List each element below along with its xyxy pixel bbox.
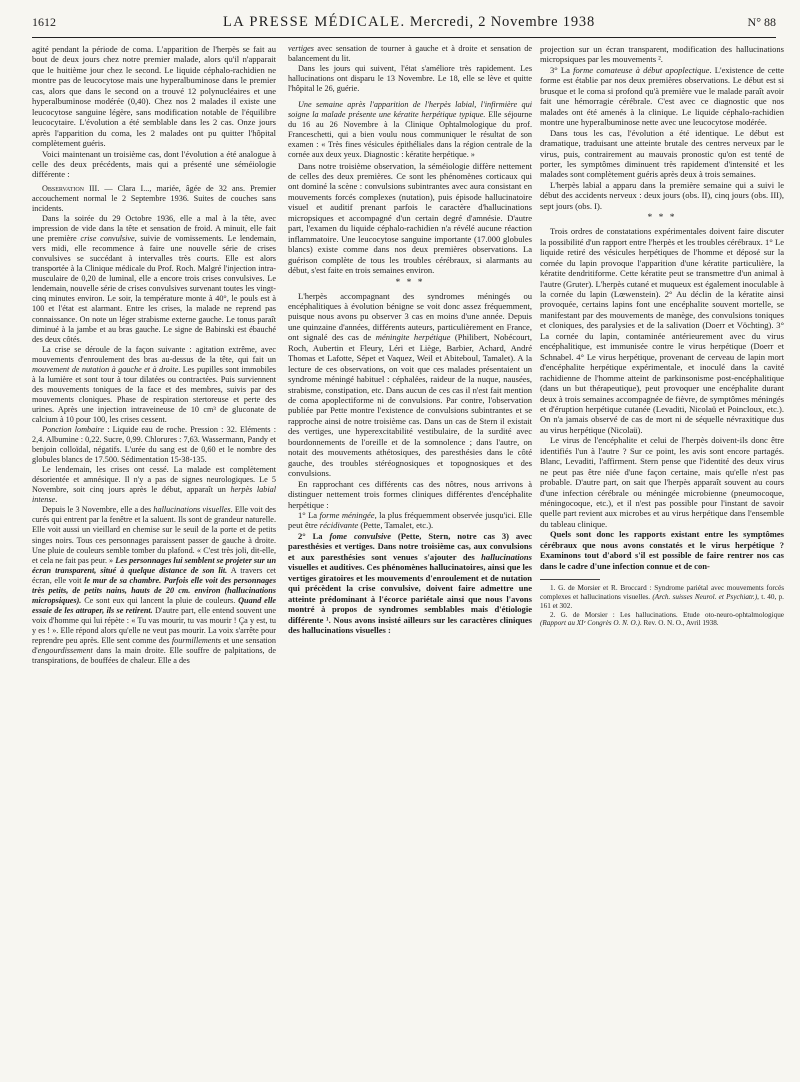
text-run: forme comateuse à début apoplectique (573, 64, 710, 75)
text-run: 1. G. de Morsier et R. Broccard : Syndrome pariétal avec mouvements forcés complexes et hallucinations visuelles. (540, 584, 784, 601)
text-run: D'autre part, elle entend souvent une voix d'homme qui lui répète : « Tu vas mourir, tu vas mourir ! Ça y est, tu y es ! ». Elle répond alors qu'elle ne veut pas mourir. La voix s'arrête pour reprendre peu après. Elle sent comme des (32, 605, 276, 645)
observation-paragraph (32, 184, 276, 214)
text-run: dans la main droite. Elle souffre de palpitations, de transpirations, de bouffées de chaleur. Elle a des (32, 646, 276, 666)
text-run: La crise se déroule de la façon suivante : agitation extrême, avec mouvements d'enroulement des bras au-dessus de la tête, qui fait un (32, 344, 276, 364)
text-run: mouvement de nutation à gauche et à droite (32, 364, 179, 374)
paragraph: En rapprochant ces différents cas des nôtres, nous arrivons à distinguer nettement trois formes cliniques différentes d'encéphalite herpétique : (288, 478, 532, 510)
page-header (32, 14, 776, 36)
footnote-rule (540, 579, 600, 580)
paragraph (32, 425, 276, 465)
text-run: hallucinations (481, 551, 532, 562)
paragraph (32, 505, 276, 666)
text-run: (Pette, Tamalet, etc.). (358, 520, 434, 531)
text-run: avec sensation de tourner à gauche et à droite et sensation de balancement du lit. (288, 44, 532, 64)
text-run: : Liquide eau de roche. Pression : 32. Eléments : 2,4. Albumine : 0,22. Sucre, 0,99. Chlorures : 7,63. Wassermann, Pandy et benjoin colloïdal, négatifs. L'urée du sang est de 0,60 et le nombre des globules blancs de 17.500. Sédimentation 15-38-135. (32, 425, 276, 465)
paragraph (288, 291, 532, 479)
text-run: , la plus fréquemment observée jusqu'ici. Elle peut être (288, 510, 532, 531)
header-rule (32, 37, 776, 38)
text-run: (Philibert, Nobécourt, Roch, Aubertin et Fleury, Léri et Liège, Barbier, Achard, André Thomas et Lafotte, Sépet et Vaquez, Weil et Abiteboul, Tamalet). A la lecture de ces observations, on voit que ces malades présentaient un syndrome méningé habituel : céphalées, raideur de la nuque, nausées, strabisme, constipation, etc. Dans aucun de ces cas il n'est fait mention de coma apoplectiforme ni de convulsions. Par contre, l'observation publiée par Pette montre l'existence de convulsions subintrantes et se rapproche ainsi de notre troisième cas. Dans un cas de Stern il existait des vertiges, une hyperexcitabilité vestibulaire, de la surdité avec bourdonnements de l'oreille et de la somnolence ; dans l'autre, on notait des mouvements athétosiques, des paresthésies dans le côté gauche, des troubles stéréognosiques et topognosiques et des convulsions. (288, 332, 532, 479)
text-run: 2. G. de Morsier : Les hallucinations. Etude oto-neuro-ophtalmologique (550, 610, 784, 619)
paragraph (288, 510, 532, 531)
observation-label: Observation III. (42, 183, 100, 193)
paragraph: Le virus de l'encéphalite et celui de l'herpès doivent-ils donc être identifiés l'un à l'autre ? Sur ce point, les avis sont encore partagés. Blanc, Levaditi, l'affirment. Stern pense que l'identité des deux virus ne peut pas être niée d'une façon certaine, mais qu'elle n'est pas probable. D'autre part, on sait que l'herpès apparaît souvent au cours d'une infection cérébrale ou méningée microbienne (pneumocoque, méningocoque, etc.), et il n'est pas possible pour l'instant de savoir quelle part revient aux microbes et au virus herpétique dans l'ensemble du tableau clinique. (540, 435, 784, 529)
paragraph: Dans les jours qui suivent, l'état s'améliore très rapidement. Les hallucinations ont disparu le 13 Novembre. Le 18, elle se lève et quitte l'hôpital le 26, guérie. (288, 64, 532, 94)
text-run: Dans la soirée du 29 Octobre 1936, elle a mal à la tête, avec impression de vide dans la tête et sensation de froid. A minuit, elle fait une première (32, 214, 276, 244)
paragraph (32, 465, 276, 505)
footnote-1 (540, 584, 784, 610)
text-run: Depuis le 3 Novembre, elle a des (42, 505, 154, 515)
text-run: fourmillements (171, 636, 221, 645)
paragraph: Dans tous les cas, l'évolution a été identique. Le début est dramatique, traduisant une atteinte brutale des centres nerveux par le virus, puis, contrairement au mauvais pronostic qu'on est tenté de porter, les symptômes diminuent très rapidement d'intensité et les malades sont complètement guéris après deux à trois semaines. (540, 127, 784, 180)
text-run: 3° La (550, 64, 574, 75)
text-column-3 (540, 44, 784, 1078)
text-run: Le lendemain, les crises ont cessé. La malade est complètement désorientée et amnésique. Il n'y a pas de signes neurologiques. Le 5 Novembre, soit cinq jours après le début, apparaît un (32, 465, 276, 495)
text-run: Quand elle essaie de les attraper, ils se retirent. (32, 595, 276, 615)
issue-date: Mercredi, 2 Novembre 1938 (409, 14, 596, 30)
observation-text: — Clara I..., mariée, âgée de 32 ans. Premier accouchement normal le 2 Septembre 1936. Suites de couches sans incidents. (32, 183, 276, 213)
paragraph (288, 100, 532, 160)
issue-number: N° 88 (747, 15, 776, 29)
journal-name: LA PRESSE MÉDICALE. (222, 14, 406, 30)
text-run: 2° La (298, 530, 330, 541)
paragraph: agité pendant la période de coma. L'apparition de l'herpès se fait au bout de deux jours chez notre premier malade, alors qu'il n'apparait que le huitième jour chez le second. Le liquide céphalo-rachidien ne montre pas de leucocytose mais une hyperalbuminose dans le premier cas, alors que dans le second on a trouvé 12 polynucléaires et une hyperalbuminose modérée (0,40). Chez nos 2 malades il existe une leucocytose sanguine légère, sans modification notable de l'équilibre leucocytaire. L'évolution a été semblable dans les 2 cas. Onze jours après l'apparition du coma, les 2 malades ont pu quitter l'hôpital complètement guéris. (32, 44, 276, 149)
text-run: , t. 40, p. 161 et 302. (540, 593, 784, 610)
section-separator: * * * (647, 213, 677, 224)
paragraph (32, 345, 276, 425)
text-run: A travers cet écran, elle voit (32, 565, 276, 585)
paragraph: Quels sont donc les rapports existant entre les symptômes cérébraux que nous avons constatés et le virus herpétique ? Examinons tout d'abord s'il est possible de faire rentrer nos cas dans le cadre d'une infection connue et de con- (540, 529, 784, 571)
paragraph: L'herpès labial a apparu dans la première semaine qui a suivi le début des accidents nerveux : deux jours (obs. II), cinq jours (obs. III), sept jours (obs. I). (540, 179, 784, 211)
text-run: hallucinations visuelles (153, 505, 231, 515)
paragraph (540, 65, 784, 128)
text-run: (Pette, Stern, notre cas 3) avec paresthésies et vertiges. Dans notre troisième cas, aux convulsions et aux paresthésies sont venues s'ajouter des (288, 530, 532, 562)
text-column-1 (32, 44, 276, 1078)
text-run: (Arch. suisses Neurol. et Psychiatr.) (652, 593, 758, 601)
text-run: forme méningée (319, 510, 375, 521)
text-run: Ponction lombaire (42, 425, 105, 435)
text-run: méningite herpétique (375, 332, 451, 343)
text-run: . Elle voit des curés qui entrent par la fenêtre et la saluent. Ils sont de grandeur naturelle. Elle voit aussi un vieillard en chemise sur le seuil de la porte et de petits singes noirs. Tous ces personnages paraissent passer de gauche à droite. Une pluie de couleurs semble tomber du plafond. « C'est très joli, dit-elle, et cela ne fait pas peur. » (32, 505, 276, 565)
text-run: . (55, 495, 58, 505)
paragraph: Trois ordres de constatations expérimentales doivent faire discuter la possibilité d'un rapport entre l'herpès et les troubles cérébraux. 1° Le liquide retiré des vésicules herpétiques de l'homme et déposé sur la cornée du lapin provoque l'apparition d'une kératite particulière, la kératite dendritiforme. Cette kératite peut se transmettre d'un animal à l'autre (Gruter). L'herpès cutané et muqueux est également inoculable à la cornée du lapin (Lœwenstein). 2° Au déclin de la kératite ainsi provoquée, certains lapins font une encéphalite souvent mortelle, se manifestant par des mouvements de manège, des convulsions toniques et cloniques, des paralysies et de la salivation (Doerr et Vöchting). 3° La cornée du lapin, contaminée antérieurement avec du virus encéphalitique, est immunisée contre le virus herpétique (Doerr et Schnabel. 4° Le virus herpétique, provenant de cerveau de lapin mort d'encéphalite herpétique expérimentale, et inoculé dans la cavité rachidienne de l'homme atteint de parkinsonisme post-encéphalitique (dans un but thérapeutique), peut provoquer une encéphalite durant deux à trois semaines accompagnée de fièvre, de symptômes méningés et d'éruption herpétique cutanée (Levaditi, Nicolaü et Poincloux, etc.). On n'a jamais observé de cas de mort ni de séquelle névraxitique dus au virus herpétique (Nicolaü). (540, 226, 784, 435)
text-run: . Rev. O. N. O., Avril 1938. (639, 619, 719, 628)
text-run: (Rapport au XIᵉ Congrès O. N. O.) (540, 619, 640, 628)
text-run: Ce sont eux qui lancent la pluie de couleurs. (81, 595, 239, 605)
text-run: visuelles et auditives. Ces phénomènes hallucinatoires, ainsi que les vertiges giratoires et les mouvements d'enroulement et de nutation qui précèdent la crise convulsive, doivent faire admettre une atteinte prédominant à l'écorce pariétale ainsi que nous l'avons montré à propos de syndromes semblables mais d'étiologie différente ¹. Nous avons insisté ailleurs sur les caractères cliniques des hallucinations visuelles : (288, 562, 532, 635)
footnote-2 (540, 611, 784, 629)
text-run: engourdissement (37, 646, 93, 656)
section-separator: * * * (395, 277, 425, 288)
running-title (112, 14, 706, 31)
page-number: 1612 (32, 15, 56, 29)
text-run: le mur de sa chambre. Parfois elle voit des personnages très petits, de petits nains, hauts de 20 cm. environ (hallucinations micropsiques). (32, 575, 276, 605)
text-run: récidivante (319, 520, 359, 531)
text-run: crise convulsive (80, 234, 135, 244)
text-run: . Les pupilles sont immobiles à la lumière et sont tour à tour dilatées ou contractées. Puis surviennent des mouvements toniques de la face et des membres, suivis par des mouvements cloniques. Phase de respiration stertoreuse et perte des urines. Après une injection intraveineuse de 10 cm³ de gluconate de calcium à 10 pour 100, les crises cessent. (32, 364, 276, 424)
text-run: Les personnages lui semblent se projeter sur un écran transparent, situé à quelque distance de son lit. (32, 555, 276, 575)
text-run: et une sensation d' (32, 636, 276, 656)
paragraph (32, 214, 276, 345)
text-run: L'herpès accompagnant des syndromes méningés ou encéphalitiques à évolution bénigne se voit donc assez fréquemment, puisque nous avons pu observer 3 cas en moins d'une année. Depuis une quinzaine d'années, différents auteurs, particulièrement en France, ont signalé des cas de (288, 290, 532, 343)
paragraph (288, 531, 532, 636)
paragraph (288, 44, 532, 64)
text-run: fome convulsive (329, 530, 392, 541)
paragraph: projection sur un écran transparent, modification des hallucinations micropsiques par les mouvements ². (540, 44, 784, 65)
text-run: , suivie de vomissements. Le lendemain, vers midi, elle recommence à faire une nouvelle série de crises convulsives se succédant à intervalles très courts. Elle est alors transportée à la Clinique médicale du Prof. Roch. Malgré l'injection intra-musculaire de 0,20 de luminal, elle a encore trois crises convulsives. Le lendemain, nouvelle série de crises convulsives survenant toutes les vingt-cinq minutes environ. Le soir, la température monte à 40°, le pouls est à 100 et l'état est alarmant. Entre les crises, la malade ne reprend pas connaissance. On note un léger strabisme externe gauche. Le tonus paraît diminué à la jambe et au bras gauche. Le signe de Babinski est ébauché des deux côtés. (32, 234, 276, 344)
text-run: herpès labial intense (32, 485, 276, 505)
text-run: vertiges (288, 44, 314, 53)
paragraph: Dans notre troisième observation, la séméiologie diffère nettement de celles des deux premières. Ce sont les phénomènes corticaux qui ont dominé la scène : convulsions subintrantes avec aura consistant en mouvements forcés complexes (nutation), puis épisode hallucinatoire visuel et auditif prenant parfois le caractère d'hallucinations micropsiques et accompagné d'un certain degré d'amnésie. D'autre part, l'examen du liquide céphalo-rachidien n'a révélé aucune réaction inflammatoire. Une leucocytose sanguine importante (17.000 globules blancs) existe comme dans nos deux premières observations. La guérison complète de tous les troubles cérébraux, si alarmants au début, s'est faite en trois semaines environ. (288, 160, 532, 276)
text-run: . L'existence de cette forme est établie par nos deux premières observations. Le début est si brusque et le coma si profond qu'à première vue le malade paraît avoir fait une hémorragie cérébrale. C'est avec ce diagnostic que nos malades ont été amenés à la clinique. Le liquide céphalo-rachidien montre une hyperalbuminose nette avec une leucocytose modérée. (540, 64, 784, 128)
text-column-2 (288, 44, 532, 1078)
paragraph: Voici maintenant un troisième cas, dont l'évolution a été analogue à celle des deux précédents, mais qui a présenté une séméiologie différente : (32, 148, 276, 180)
text-run: 1° La (298, 510, 320, 521)
text-run: Elle séjourne du 16 au 26 Novembre à la Clinique Ophtalmologique du prof. Franceschetti, qui a bien voulu nous communiquer le résultat de son examen : « Très fines vésicules épithéliales dans la région centrale de la cornée aux deux yeux. Diagnostic : kératite herpétique. » (288, 110, 532, 160)
text-run: Une semaine après l'apparition de l'herpès labial, l'infirmière qui soigne la malade présente une kératite herpétique typique. (288, 100, 532, 120)
